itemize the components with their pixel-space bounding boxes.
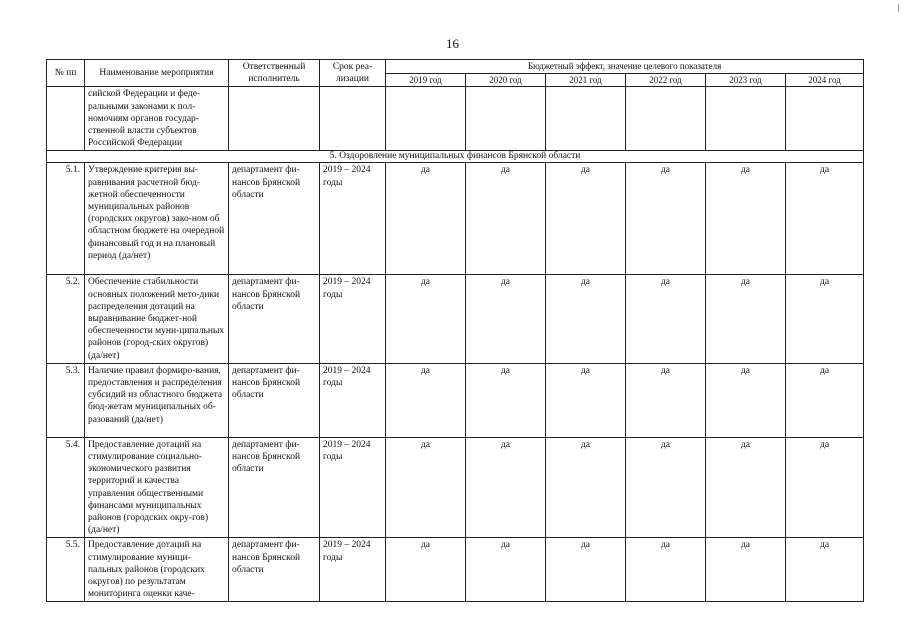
value-cell: да xyxy=(786,363,864,437)
responsible-executor: департамент фи-нансов Брянской области xyxy=(229,163,320,275)
table-row xyxy=(47,363,864,437)
header-year: 2022 год xyxy=(626,73,706,87)
value-cell: да xyxy=(546,275,626,363)
header-number: № пп xyxy=(47,60,85,87)
header-year: 2023 год xyxy=(706,73,786,87)
value-cell: да xyxy=(386,437,466,538)
value-cell: да xyxy=(626,163,706,275)
header-measure-name: Наименование мероприятия xyxy=(85,60,229,87)
value-cell: да xyxy=(786,538,864,602)
value-cell: да xyxy=(786,275,864,363)
section-row xyxy=(47,151,864,163)
header-term: Срок реа-лизации xyxy=(320,60,386,87)
row-number: 5.3. xyxy=(47,363,85,437)
table-row xyxy=(47,163,864,275)
continuation-row xyxy=(47,87,864,151)
value-cell: да xyxy=(546,163,626,275)
measure-name: Наличие правил формиро-вания, предоставления и распределения субсидий из областного бюджета бюд-жетам муниципальных об-разований (да/нет) xyxy=(85,363,229,437)
header-year: 2024 год xyxy=(786,73,864,87)
value-cell: да xyxy=(466,538,546,602)
value-cell: да xyxy=(546,363,626,437)
implementation-term: 2019 – 2024 годы xyxy=(320,275,386,363)
measure-name: Обеспечение стабильности основных положений мето-дики распределения дотаций на выравнивание бюджет-ной обеспеченности муни-ципальных районов (город-ских округов) (да/нет) xyxy=(85,275,229,363)
value-cell: да xyxy=(626,437,706,538)
row-number: 5.5. xyxy=(47,538,85,602)
table-row xyxy=(47,538,864,602)
corner-mark xyxy=(898,4,899,12)
measure-name: Предоставление дотаций на стимулирование социально-экономического развития территорий и качества управления общественными финансами муниципальных районов (городских окру-гов) (да/нет) xyxy=(85,437,229,538)
responsible-executor: департамент фи-нансов Брянской области xyxy=(229,538,320,602)
value-cell: да xyxy=(386,538,466,602)
measure-name: Утверждение критерия вы-равнивания расчетной бюд-жетной обеспеченности муниципальных районов (городских округов) зако-ном об областном бюджете на очередной финансовый год и на плановый период (да/нет) xyxy=(85,163,229,275)
responsible-executor: департамент фи-нансов Брянской области xyxy=(229,275,320,363)
value-cell: да xyxy=(706,163,786,275)
measure-name: Предоставление дотаций на стимулирование муници-пальных районов (городских округов) по результатам мониторинга оценки каче- xyxy=(85,538,229,602)
header-year: 2021 год xyxy=(546,73,626,87)
value-cell: да xyxy=(626,363,706,437)
section-title: 5. Оздоровление муниципальных финансов Брянской области xyxy=(47,151,864,163)
responsible-executor: департамент фи-нансов Брянской области xyxy=(229,363,320,437)
value-cell: да xyxy=(466,275,546,363)
value-cell: да xyxy=(706,275,786,363)
value-cell: да xyxy=(546,437,626,538)
implementation-term: 2019 – 2024 годы xyxy=(320,163,386,275)
value-cell: да xyxy=(626,275,706,363)
value-cell: да xyxy=(466,437,546,538)
value-cell: да xyxy=(466,363,546,437)
table-row xyxy=(47,275,864,363)
value-cell: да xyxy=(786,437,864,538)
value-cell: да xyxy=(706,437,786,538)
header-responsible: Ответственный исполнитель xyxy=(229,60,320,87)
table-row xyxy=(47,437,864,538)
value-cell: да xyxy=(386,363,466,437)
value-cell: да xyxy=(546,538,626,602)
measures-table xyxy=(46,59,864,602)
value-cell: да xyxy=(706,538,786,602)
implementation-term: 2019 – 2024 годы xyxy=(320,437,386,538)
responsible-executor: департамент фи-нансов Брянской области xyxy=(229,437,320,538)
row-number: 5.1. xyxy=(47,163,85,275)
value-cell: да xyxy=(626,538,706,602)
header-budget-effect: Бюджетный эффект, значение целевого показателя xyxy=(386,60,864,74)
header-year: 2020 год xyxy=(466,73,546,87)
page-number: 16 xyxy=(446,36,459,51)
continuation-text: сийской Федерации и феде-ральными законами к пол-номочиям органов государ-ственной власти субъектов Российской Федерации xyxy=(85,87,229,151)
value-cell: да xyxy=(706,363,786,437)
row-number: 5.2. xyxy=(47,275,85,363)
value-cell: да xyxy=(386,163,466,275)
value-cell: да xyxy=(786,163,864,275)
row-number: 5.4. xyxy=(47,437,85,538)
value-cell: да xyxy=(466,163,546,275)
value-cell: да xyxy=(386,275,466,363)
implementation-term: 2019 – 2024 годы xyxy=(320,538,386,602)
header-year: 2019 год xyxy=(386,73,466,87)
implementation-term: 2019 – 2024 годы xyxy=(320,363,386,437)
